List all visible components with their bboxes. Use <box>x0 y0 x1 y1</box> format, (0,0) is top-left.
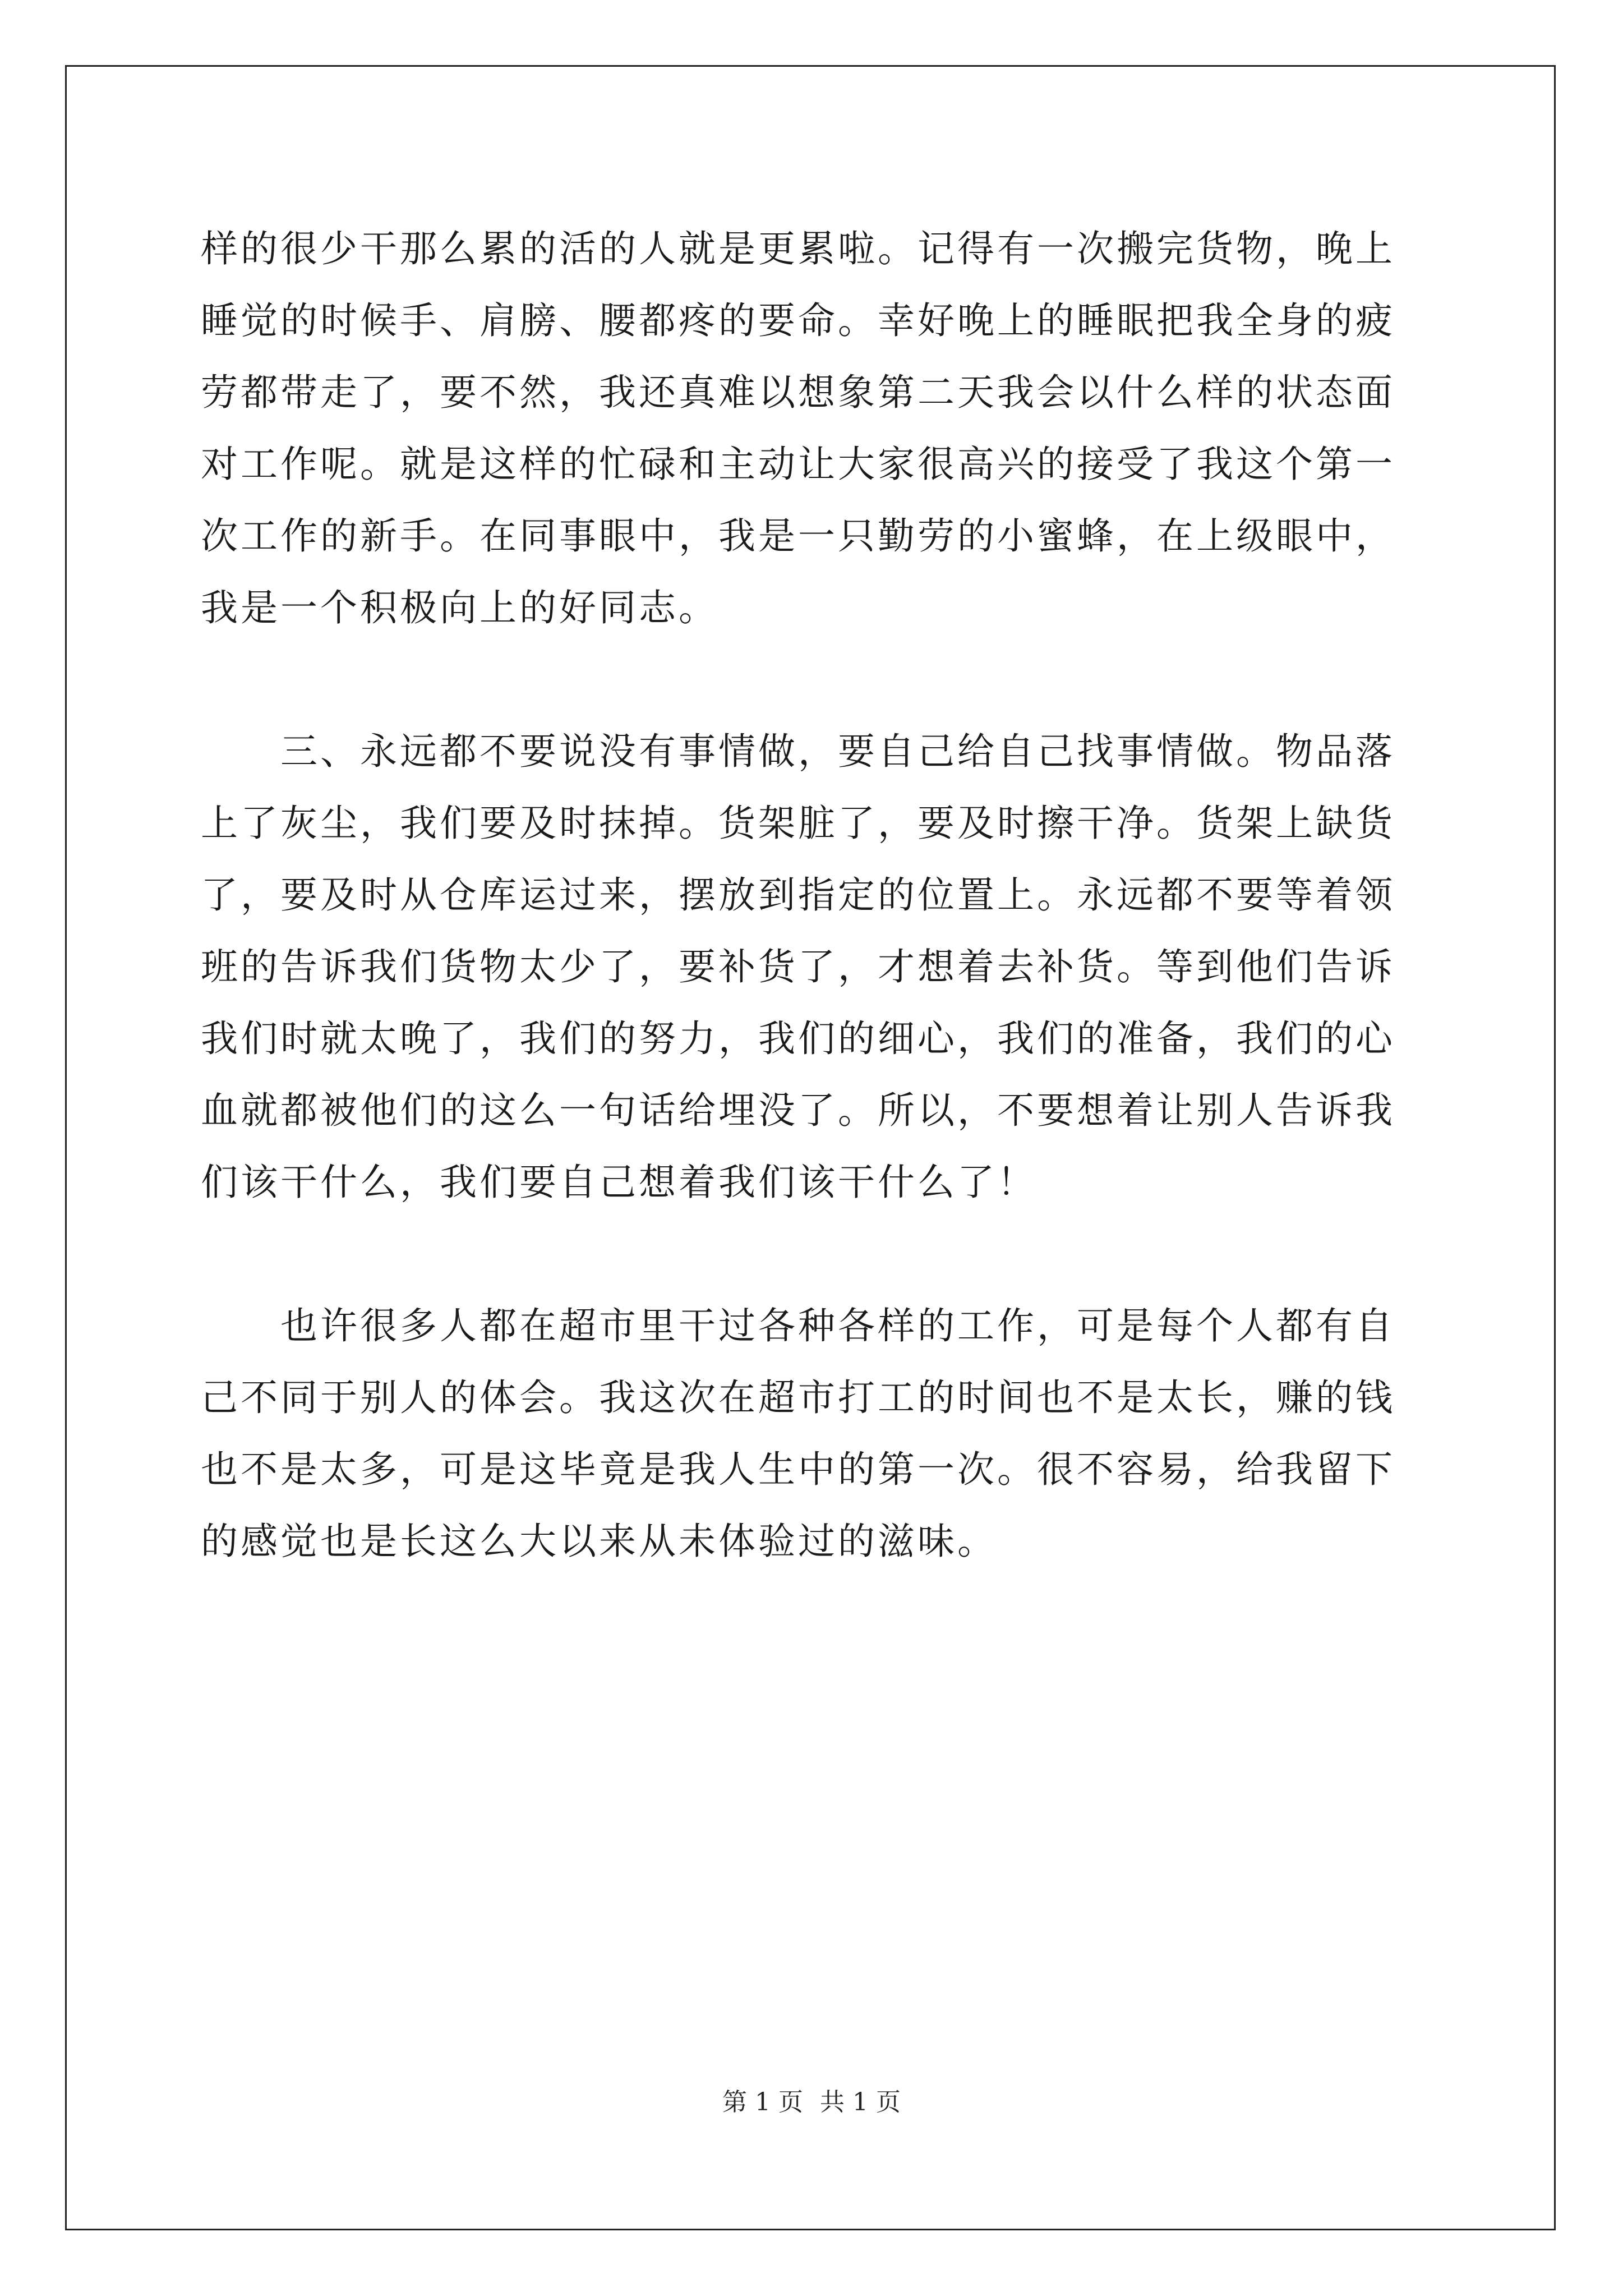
text-line: 血就都被他们的这么一句话给埋没了。所以，不要想着让别人告诉我 <box>201 1089 1395 1132</box>
text-line: 样的很少干那么累的活的人就是更累啦。记得有一次搬完货物，晚上 <box>201 227 1395 270</box>
text-line: 三、永远都不要说没有事情做，要自己给自己找事情做。物品落 <box>201 730 1395 773</box>
text-line: 我是一个积极向上的好同志。 <box>201 586 718 629</box>
paragraph-spacer <box>201 644 1429 716</box>
text-line: 次工作的新手。在同事眼中，我是一只勤劳的小蜜蜂，在上级眼中， <box>201 514 1395 558</box>
text-line: 劳都带走了，要不然，我还真难以想象第二天我会以什么样的状态面 <box>201 371 1395 414</box>
paragraph-1 <box>201 213 1429 644</box>
page-total: 共 1 页 <box>820 2088 901 2116</box>
text-line: 睡觉的时候手、肩膀、腰都疼的要命。幸好晚上的睡眠把我全身的疲 <box>201 299 1395 342</box>
text-line: 也不是太多，可是这毕竟是我人生中的第一次。很不容易，给我留下 <box>201 1448 1395 1491</box>
paragraph-2 <box>201 716 1429 1218</box>
document-body <box>201 213 1429 1577</box>
text-line: 了，要及时从仓库运过来，摆放到指定的位置上。永远都不要等着领 <box>201 873 1395 917</box>
text-line: 也许很多人都在超市里干过各种各样的工作，可是每个人都有自 <box>201 1304 1395 1347</box>
page-number: 第 1 页 <box>722 2088 803 2116</box>
text-line: 我们时就太晚了，我们的努力，我们的细心，我们的准备，我们的心 <box>201 1017 1395 1060</box>
text-line: 的感觉也是长这么大以来从未体验过的滋味。 <box>201 1520 997 1563</box>
text-line: 上了灰尘，我们要及时抹掉。货架脏了，要及时擦干净。货架上缺货 <box>201 802 1395 845</box>
text-line: 们该干什么，我们要自己想着我们该干什么了！ <box>201 1161 1037 1204</box>
page-footer <box>0 2086 1623 2119</box>
paragraph-3 <box>201 1290 1429 1577</box>
paragraph-spacer <box>201 1218 1429 1290</box>
text-line: 己不同于别人的体会。我这次在超市打工的时间也不是太长，赚的钱 <box>201 1376 1395 1419</box>
text-line: 班的告诉我们货物太少了，要补货了，才想着去补货。等到他们告诉 <box>201 945 1395 988</box>
text-line: 对工作呢。就是这样的忙碌和主动让大家很高兴的接受了我这个第一 <box>201 443 1395 486</box>
